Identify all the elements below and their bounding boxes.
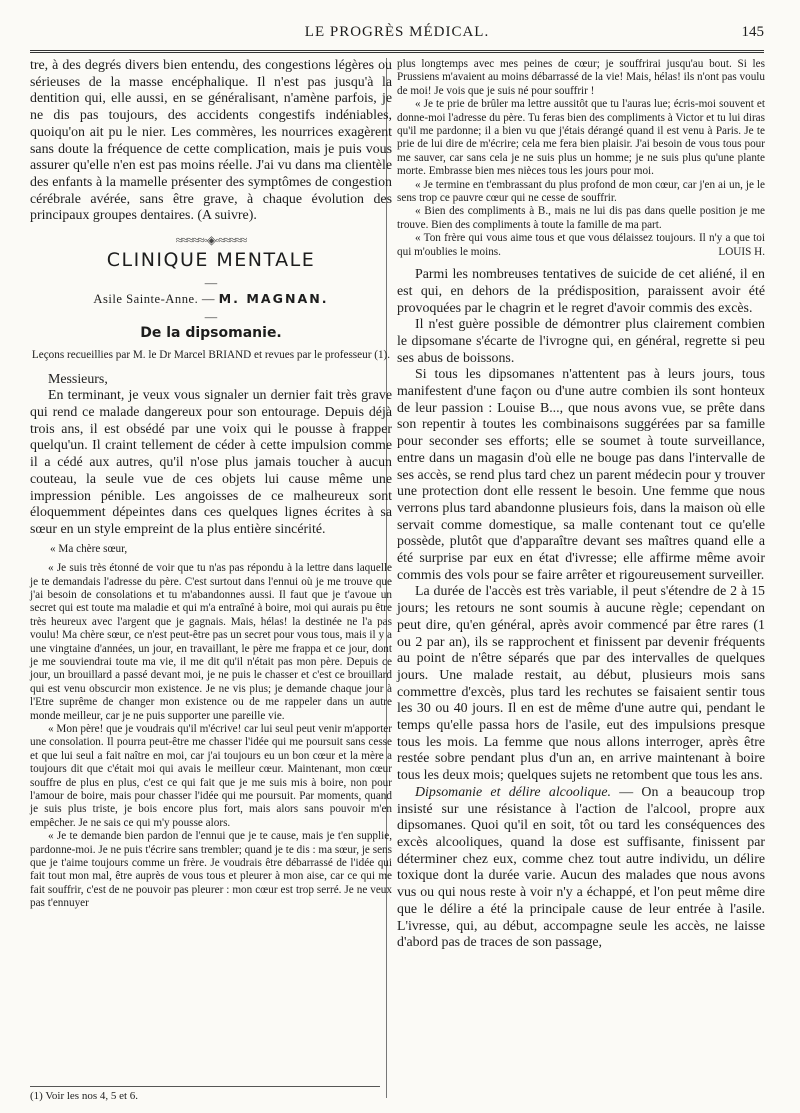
- section-title: CLINIQUE MENTALE: [106, 249, 316, 272]
- paragraph-4: Si tous les dipsomanes n'attentent pas à leurs jours, tous manifestent d'une façon ou d'une autre combien ils sont honteux de leur passion : Louise B..., que nous avons vue, se prête dans son repentir à toutes les combinaisons suggérées par sa famille pour seconder ses efforts; elle se soumet à toute surveillance, entre dans un magasin d'où elle ne bouge pas dans l'intervalle de ses accès, se rend plus tard chez un parent médecin pour y trouver une protection dont elle ressent le besoin. Une femme que nous verrons plus tard abandonne plusieurs fois, dans la maison où elle servait comme domestique, sa malle contenant tout ce qu'elle possède, plutôt que d'apparaître devant ses maîtres quand elle a été surprise par eux en état d'ivresse; elle affirme même avoir commis des vols pour se faire arrêter et rigoureusement surveiller.: [397, 367, 765, 583]
- paragraph-6: [397, 785, 765, 952]
- author-name: M. MAGNAN.: [218, 290, 329, 306]
- salutation: Messieurs,: [48, 371, 108, 387]
- dash-divider: —: [204, 275, 218, 290]
- letter-paragraph-2: « Mon père! que je voudrais qu'il m'écrive! car lui seul peut venir m'apporter une consolation. Il pourra peut-être me chasser l'idée qui me poursuit sans cesse et que lui seul a fait naître en moi, car j'ai toujours eu un bon cœur et la mère a toujours dit que c'était moi qui avais le meilleur cœur. Maintenant, mon cœur souffre de plus en plus, c'est ce qui fait que je me suis mis à boire, non pour l'amour de boire, mais pour chasser l'idée qui me poursuit. Par moments, quand je suis plus triste, je bois encore plus fort, mais alors sans pouvoir m'en empêcher. Je ne sais ce qui m'y pousse alors.: [30, 722, 392, 829]
- lecons-note: Leçons recueillies par M. le Dr Marcel BRIAND et revues par le professeur (1).: [31, 348, 391, 361]
- paragraph-2: Parmi les nombreuses tentatives de suicide de cet aliéné, il en est qui, en dehors de la prédisposition, paraissent avoir été provoquées par le chagrin et le regret d'avoir commis des excès.: [397, 267, 765, 316]
- footnote: (1) Voir les nos 4, 5 et 6.: [30, 1086, 380, 1102]
- letter-continuation: plus longtemps avec mes peines de cœur; je souffrirai jusqu'au bout. Si les Prussiens m'avaient au moins débarrassé de la vie! Mais, hélas! ils n'ont pas voulu de moi! Je vois que je suis né pour souffrir !: [397, 58, 765, 97]
- paragraph-6-text: — On a beaucoup trop insisté sur une résistance à l'action de l'alcool, propre aux dipsomanes. Quoi qu'il en soit, tôt ou tard les conséquences des excès alcooliques, quand la dose est suffisante, finissent par déterminer chez eux, comme chez tout autre individu, un délire toxique dont la durée varie. Aucun des malades que nous avons vus ou qui nous reste à voir n'y a échappé, et l'on peut même dire que le délire a été la principale cause de leur entrée à l'asile. L'ivresse, qui, au début, accompagne seule les accès, ne laisse d'abord pas de traces de son passage,: [397, 784, 765, 951]
- right-column: [397, 58, 765, 952]
- dash-divider-2: —: [204, 310, 218, 325]
- asile-line: [30, 292, 392, 306]
- paragraph-1: En terminant, je veux vous signaler un dernier fait très grave qui rend ce malade dangereux pour son entourage. Depuis déjà trois ans, il est obsédé par une voix qui le pousse à frapper quelqu'un. Il craint tellement de céder à cette impulsion comme il a cédé aux autres, qu'il n'ose plus jamais toucher à aucun couteau, la seule vue de ces objets lui cause même une impression pénible. Les angoisses de ce malheureux sont éloquemment dépeintes dans ces quelques lignes écrites à sa sœur en un style empreint de la plus entière sincérité.: [30, 388, 392, 537]
- article-title: De la dipsomanie.: [140, 325, 282, 342]
- letter-paragraph-7: [397, 232, 765, 259]
- left-column: [30, 58, 392, 911]
- ornament-divider: ≈≈≈≈≈◦◈◦≈≈≈≈≈: [175, 233, 247, 248]
- page-number: 145: [741, 24, 764, 40]
- letter-paragraph-1: « Je suis très étonné de voir que tu n'as pas répondu à la lettre dans laquelle je te demandais l'adresse du père. C'est surtout dans l'ennui où je me trouve que j'ai besoin de consolations et tu m'abandonnes aussi. Il faut que je t'avoue un secret qui est toute ma maladie et qui m'a entraîné à boire, moi qui aurais pu être très heureux avec l'argent que je gagnais. Mais, hélas! la destinée ne l'a pas voulu! Ma chère sœur, ce n'est peut-être pas un secret pour vous tous, mais il y a une vingtaine d'années, un jour, en travaillant, le père me frappa et ce jour, dont je me souviendrai toute ma vie, il me dit qu'il n'était pas mon père. Depuis ce jour, un brouillard a passé devant moi, je ne puis le chasser et c'est ce brouillard qui est venu obscurcir mon existence. Je ne vis plus; je demande chaque jour à l'Etre suprême de changer mon existence ou de me rappeler dans un autre monde meilleur, car je ne puis supporter une pareille vie.: [30, 562, 392, 722]
- asile-label: Asile Sainte-Anne. —: [93, 291, 215, 306]
- running-header: [30, 22, 764, 53]
- letter-paragraph-6: « Bien des compliments à B., mais ne lui dis pas dans quelle position je me trouve. Bien des compliments à toute la famille de ma part.: [397, 205, 765, 231]
- letter-salute: « Ma chère sœur,: [50, 542, 128, 555]
- letter-paragraph-3: « Je te demande bien pardon de l'ennui que je te cause, mais je t'en supplie, pardonne-moi. Je ne puis t'écrire sans trembler; quand je te dis : ma sœur, je sens que je t'aime toujours comme un frère. Je voudrais être débarrassé de l'idée qui fait tout mon mal, être auprès de vous tous et pleurer à mon aise, car ce qui me fait souffrir, c'est de ne pouvoir pas pleurer : mon cœur est trop serré. Je ne veux pas t'ennuyer: [30, 830, 392, 910]
- intro-paragraph: tre, à des degrés divers bien entendu, des congestions légères ou sérieuses de la masse encéphalique. Il n'est pas jusqu'à la dentition qui, elle aussi, en se généralisant, n'amène parfois, je ne dis pas toujours, des accidents congestifs indéniables, quoiqu'on ait pu le nier. Les commères, les nourrices exagèrent sans doute la fréquence de cette complication, mais je puis vous assurer qu'elle n'en est pas moins réelle. J'ai vu dans ma clientèle des enfants à la mamelle présenter des symptômes de congestion cérébrale avérée, sans être grave, à chaque évolution des principaux groupes dentaires. (A suivre).: [30, 58, 392, 224]
- letter-paragraph-4: « Je te prie de brûler ma lettre aussitôt que tu l'auras lue; écris-moi souvent et donne-moi l'adresse du père. Tu feras bien des compliments à Victor et tu lui diras qu'il me pardonne; il a bien vu que j'étais dérangé quand il est venu à Paris. Je te prie de lui dire de m'écrire; cela me fera bien plaisir. J'ai besoin de vous tous pour me sauver, car sans cela je ne suis plus un homme; je ne suis plus qu'une plante morte. Embrasse bien mes nièces tous les jours pour moi.: [397, 98, 765, 178]
- letter-paragraph-5: « Je termine en t'embrassant du plus profond de mon cœur, car j'en ai un, je le sens trop ce pauvre cœur qui ne cesse de souffrir.: [397, 178, 765, 205]
- letter-closing: « Ton frère qui vous aime tous et que vous délaissez toujours. Il n'y a que toi qui m'oublies le moins.: [397, 232, 765, 258]
- paragraph-3: Il n'est guère possible de démontrer plus clairement combien le dipsomane s'écarte de l'ivrogne qui, en général, regrette si peu ses abus de boissons.: [397, 317, 765, 366]
- subsection-title: Dipsomanie et délire alcoolique.: [415, 784, 611, 800]
- journal-title: LE PROGRÈS MÉDICAL.: [304, 24, 490, 40]
- letter-signature: LOUIS H.: [718, 245, 765, 258]
- paragraph-5: La durée de l'accès est très variable, il peut s'étendre de 2 à 15 jours; les retours ne sont soumis à aucune règle; cependant on peut dire, qu'en général, après avoir commencé par être rares (1 ou 2 par an), ils se rapprochent et finissent par devenir fréquents au point de n'être séparés que par des intervalles de quelques jours. Une malade restait, au début, plusieurs mois sans commettre d'excès, plus tard les rechutes se faisaient sentir tous les 30 ou 40 jours. Il en est de même d'une autre qui, pendant le temps qu'elle passa hors de l'asile, eut des impulsions presque tous les mois. La femme que nous allons interroger, après être restée sobre pendant plus d'un an, en arrive maintenant à boire tous les deux mois; quelques sujets ne retombent que tous les ans.: [397, 584, 765, 784]
